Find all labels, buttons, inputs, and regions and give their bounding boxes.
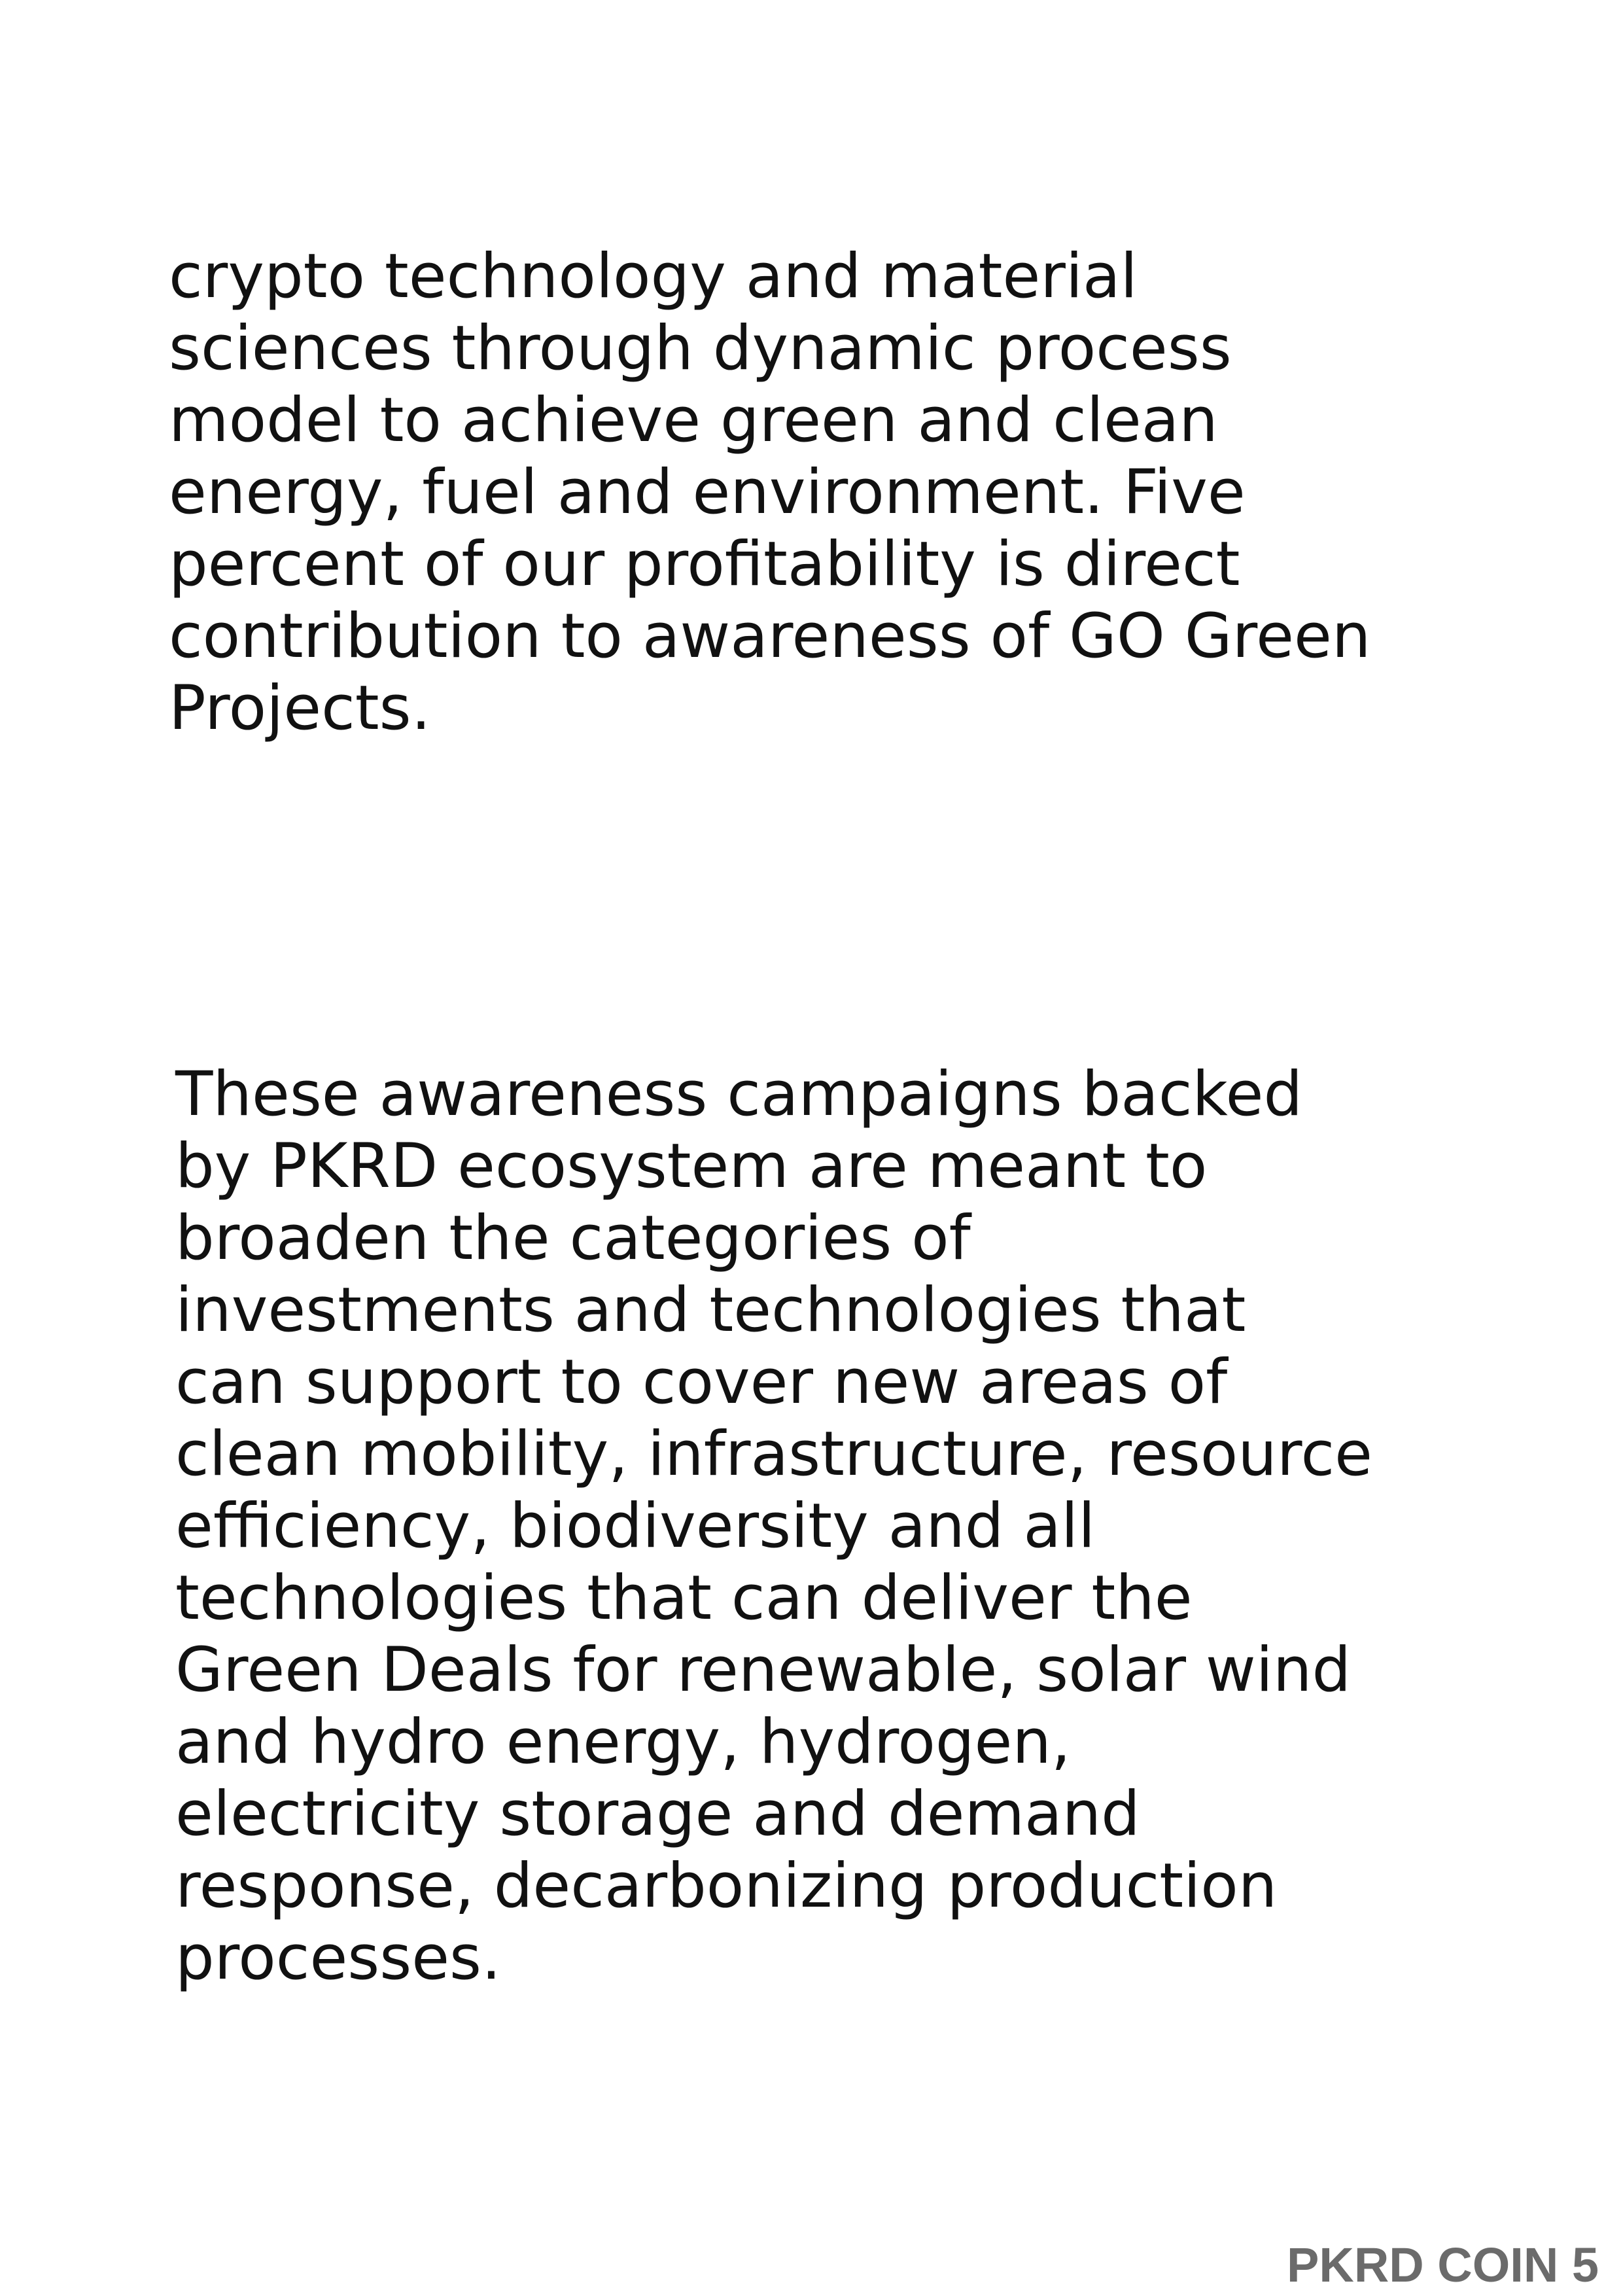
paragraph-line: Projects. (169, 673, 431, 744)
paragraph-line: can support to cover new areas of (175, 1347, 1228, 1418)
paragraph-line: energy, fuel and environment. Five (169, 457, 1246, 528)
paragraph-line: electricity storage and demand (175, 1778, 1140, 1850)
paragraph-line: efficiency, biodiversity and all (175, 1491, 1096, 1562)
paragraph-line: by PKRD ecosystem are meant to (175, 1131, 1208, 1202)
paragraph-line: contribution to awareness of GO Green (169, 601, 1371, 672)
paragraph-go-green-contribution (169, 241, 1370, 745)
paragraph-line: processes. (175, 1922, 501, 1994)
paragraph-line: broaden the categories of (175, 1203, 971, 1274)
paragraph-line: These awareness campaigns backed (175, 1059, 1303, 1130)
paragraph-line: model to achieve green and clean (169, 385, 1218, 456)
paragraph-line: crypto technology and material (169, 241, 1138, 312)
paragraph-line: sciences through dynamic process (169, 313, 1232, 384)
paragraph-line: investments and technologies that (175, 1275, 1246, 1346)
paragraph-line: response, decarbonizing production (175, 1850, 1278, 1922)
paragraph-awareness-campaigns (175, 1059, 1372, 1994)
paragraph-line: clean mobility, infrastructure, resource (175, 1419, 1372, 1490)
paragraph-line: and hydro energy, hydrogen, (175, 1706, 1071, 1778)
paragraph-line: technologies that can deliver the (175, 1563, 1193, 1634)
page-footer-label: PKRD COIN 5 (1287, 2238, 1599, 2292)
paragraph-line: percent of our profitability is direct (169, 529, 1240, 600)
paragraph-line: Green Deals for renewable, solar wind (175, 1634, 1352, 1706)
